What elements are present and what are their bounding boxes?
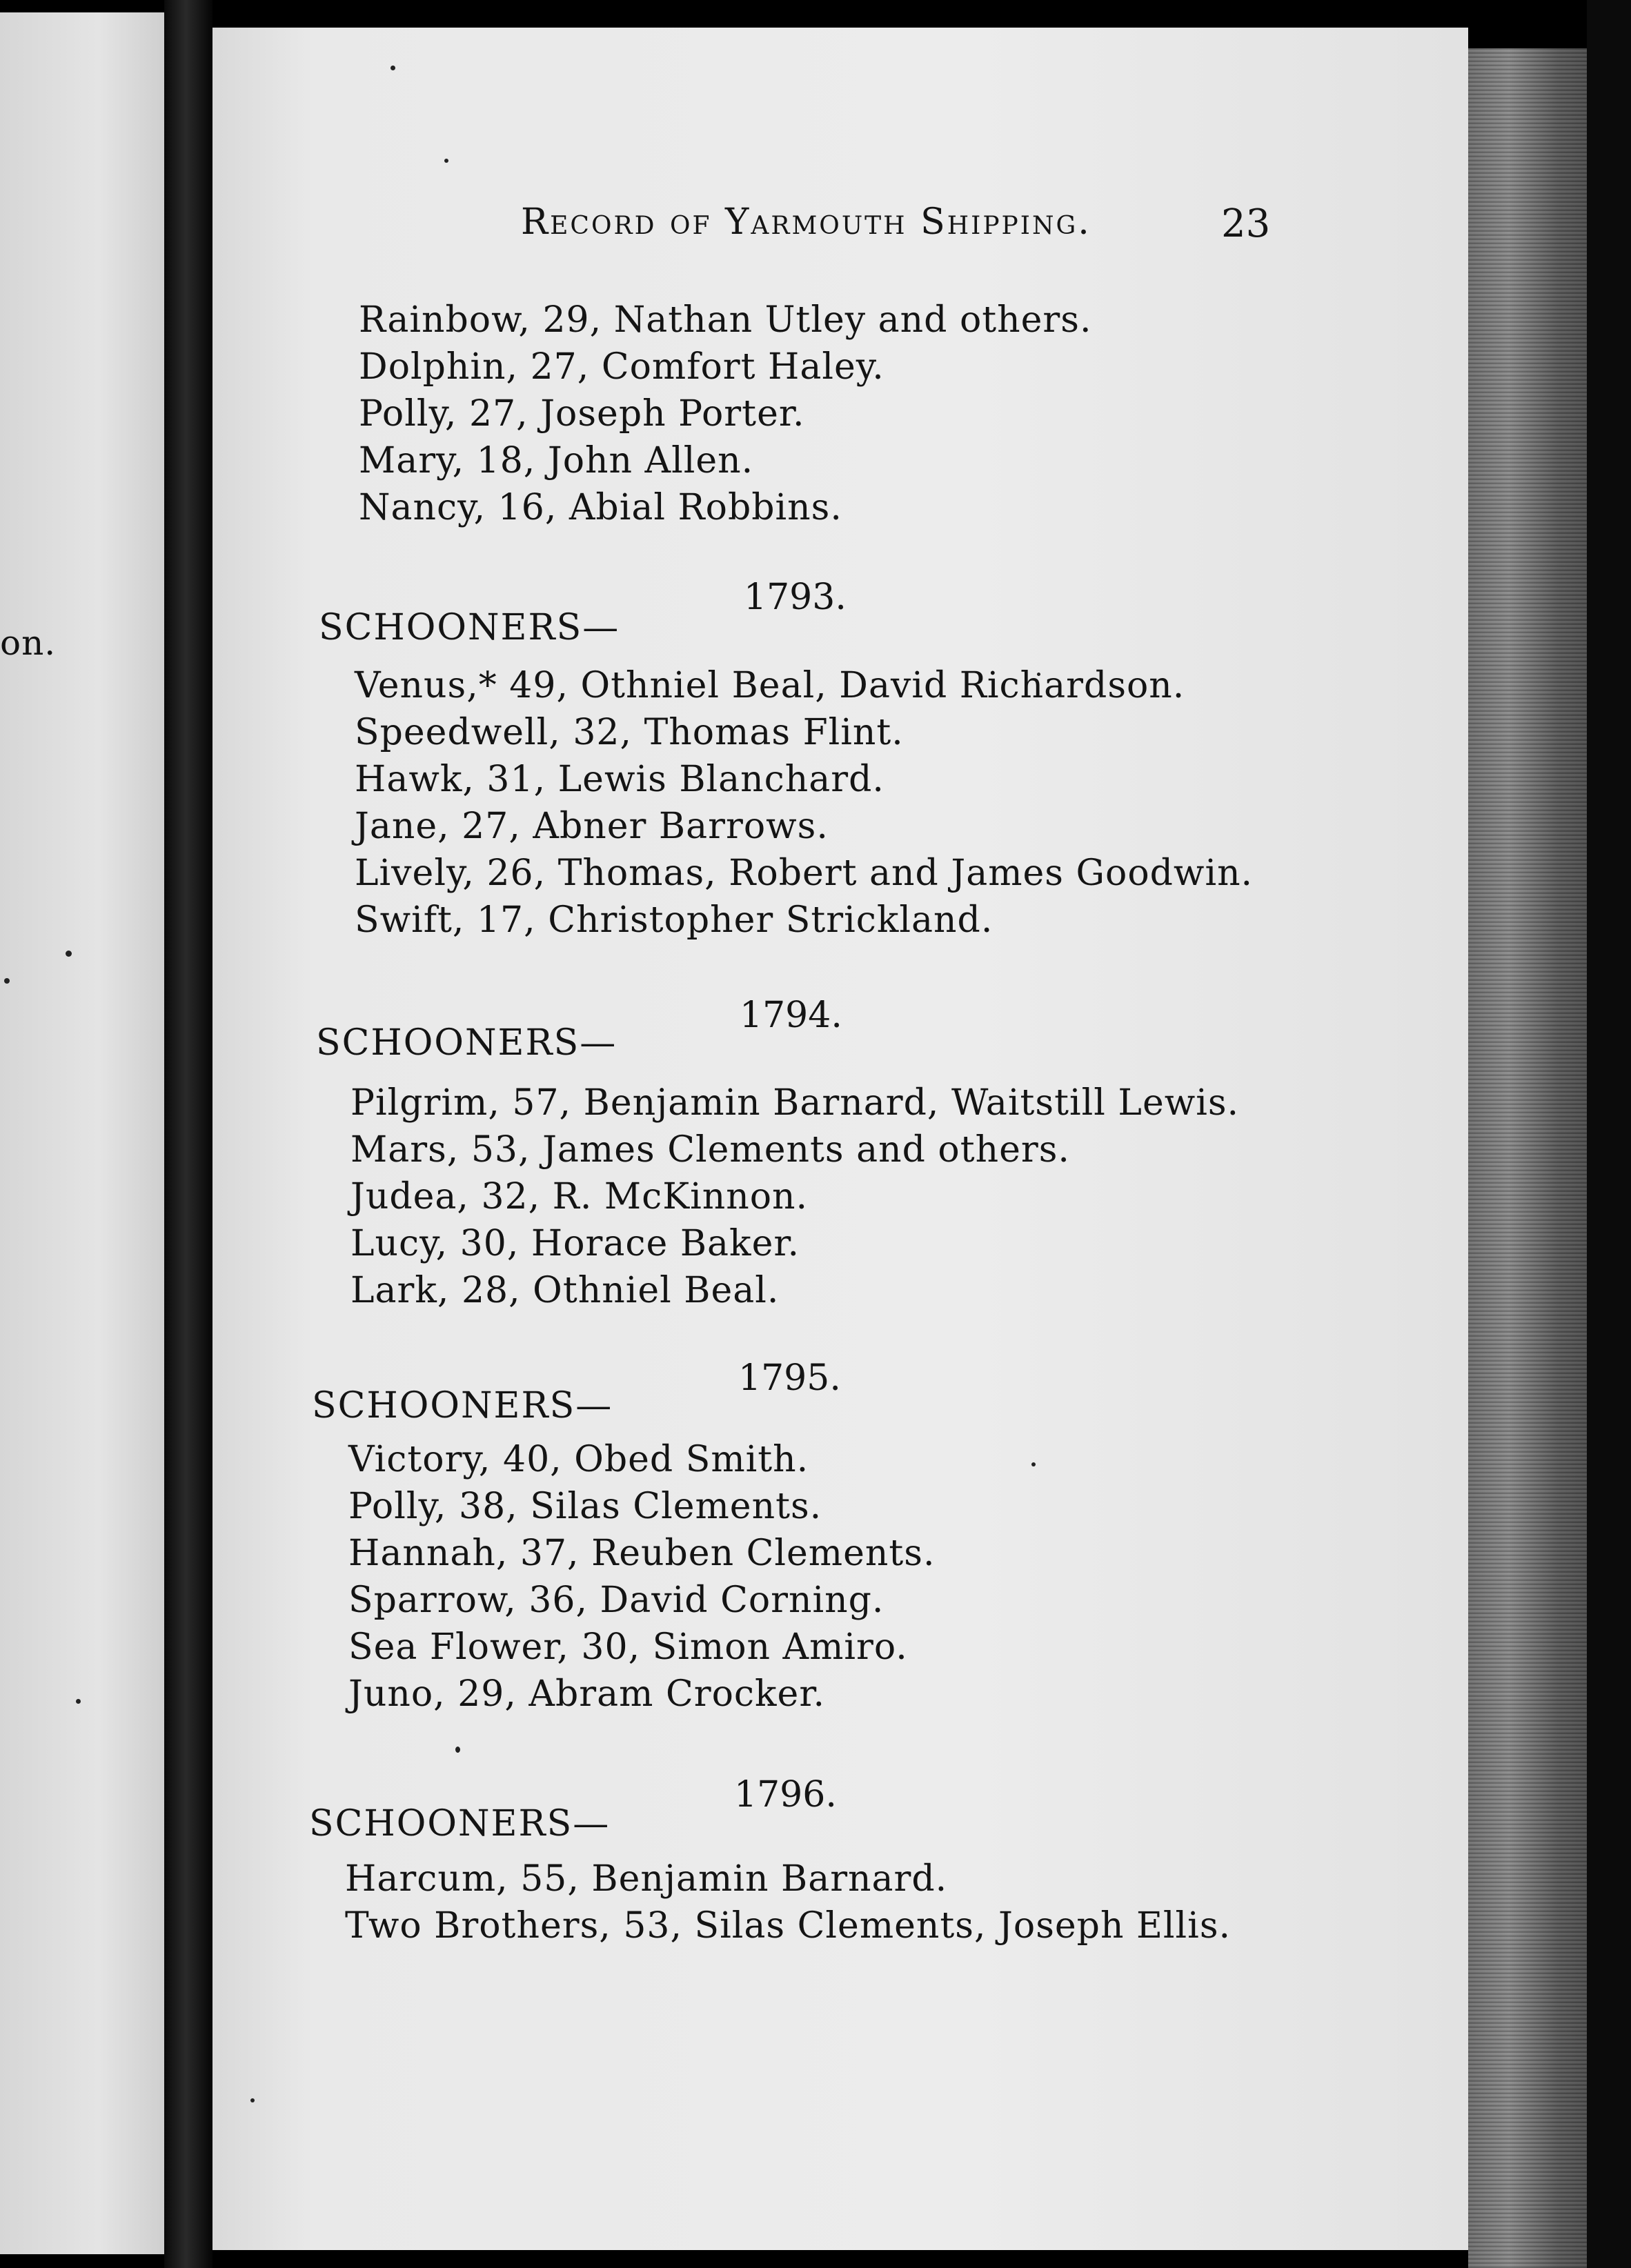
- ship-entry: Lucy, 30, Horace Baker.: [350, 1223, 800, 1264]
- facing-page-text-fragment: on.: [0, 623, 57, 663]
- section-entries: [350, 1080, 1239, 1314]
- section-heading: SCHOONERS—: [319, 607, 620, 648]
- ink-speck: [76, 1699, 81, 1704]
- ship-entry: Sparrow, 36, David Corning.: [348, 1580, 884, 1621]
- ship-entry: Hawk, 31, Lewis Blanchard.: [355, 759, 884, 800]
- page-number: 23: [1221, 201, 1271, 246]
- ship-entry: Sea Flower, 30, Simon Amiro.: [348, 1627, 908, 1668]
- running-header: Record of Yarmouth Shipping.: [521, 201, 1091, 243]
- ship-entry: Lark, 28, Othniel Beal.: [350, 1270, 780, 1311]
- ink-speck: [4, 978, 10, 984]
- ink-speck: [455, 1747, 460, 1753]
- ship-entry: Mars, 53, James Clements and others.: [350, 1129, 1070, 1171]
- ship-entry: Hannah, 37, Reuben Clements.: [348, 1533, 936, 1574]
- section-heading: SCHOONERS—: [312, 1385, 613, 1426]
- section-year: 1794.: [740, 995, 842, 1036]
- section-year: 1796.: [734, 1774, 837, 1816]
- ship-entry: Harcum, 55, Benjamin Barnard.: [345, 1858, 948, 1900]
- ship-entry: Jane, 27, Abner Barrows.: [355, 806, 829, 847]
- section-year: 1793.: [744, 577, 847, 618]
- ship-entry: Judea, 32, R. McKinnon.: [350, 1176, 809, 1217]
- section-entries: [345, 1856, 1231, 1949]
- ship-entry: Victory, 40, Obed Smith.: [348, 1439, 809, 1480]
- section-entries: [348, 1436, 935, 1718]
- ink-speck: [391, 66, 395, 70]
- ship-entry: Speedwell, 32, Thomas Flint.: [355, 712, 904, 753]
- ink-speck: [444, 159, 448, 163]
- ship-entry: Swift, 17, Christopher Strickland.: [355, 899, 994, 941]
- section-year: 1795.: [738, 1357, 841, 1399]
- section-heading: SCHOONERS—: [309, 1803, 611, 1844]
- section-entries: [355, 662, 1253, 944]
- ship-entry: Mary, 18, John Allen.: [359, 440, 754, 481]
- facing-page: [0, 12, 164, 2254]
- ship-entry: Two Brothers, 53, Silas Clements, Joseph Ellis.: [345, 1905, 1232, 1947]
- ship-entry: Nancy, 16, Abial Robbins.: [359, 487, 842, 528]
- ship-entry: Lively, 26, Thomas, Robert and James Goodwin.: [355, 853, 1254, 894]
- ink-speck: [1031, 1462, 1036, 1466]
- ink-speck: [66, 951, 72, 957]
- continued-entries: [359, 297, 1091, 531]
- ship-entry: Pilgrim, 57, Benjamin Barnard, Waitstill Lewis.: [350, 1082, 1240, 1124]
- ship-entry: Venus,* 49, Othniel Beal, David Richardson.: [355, 665, 1185, 706]
- book-gutter: [164, 0, 212, 2268]
- ship-entry: Rainbow, 29, Nathan Utley and others.: [359, 299, 1092, 341]
- ship-entry: Dolphin, 27, Comfort Haley.: [359, 346, 884, 388]
- ship-entry: Polly, 27, Joseph Porter.: [359, 393, 805, 435]
- scan-border: [1587, 0, 1631, 2268]
- ink-speck: [250, 2098, 255, 2102]
- ship-entry: Polly, 38, Silas Clements.: [348, 1486, 822, 1527]
- section-heading: SCHOONERS—: [316, 1022, 617, 1064]
- ship-entry: Juno, 29, Abram Crocker.: [348, 1673, 825, 1715]
